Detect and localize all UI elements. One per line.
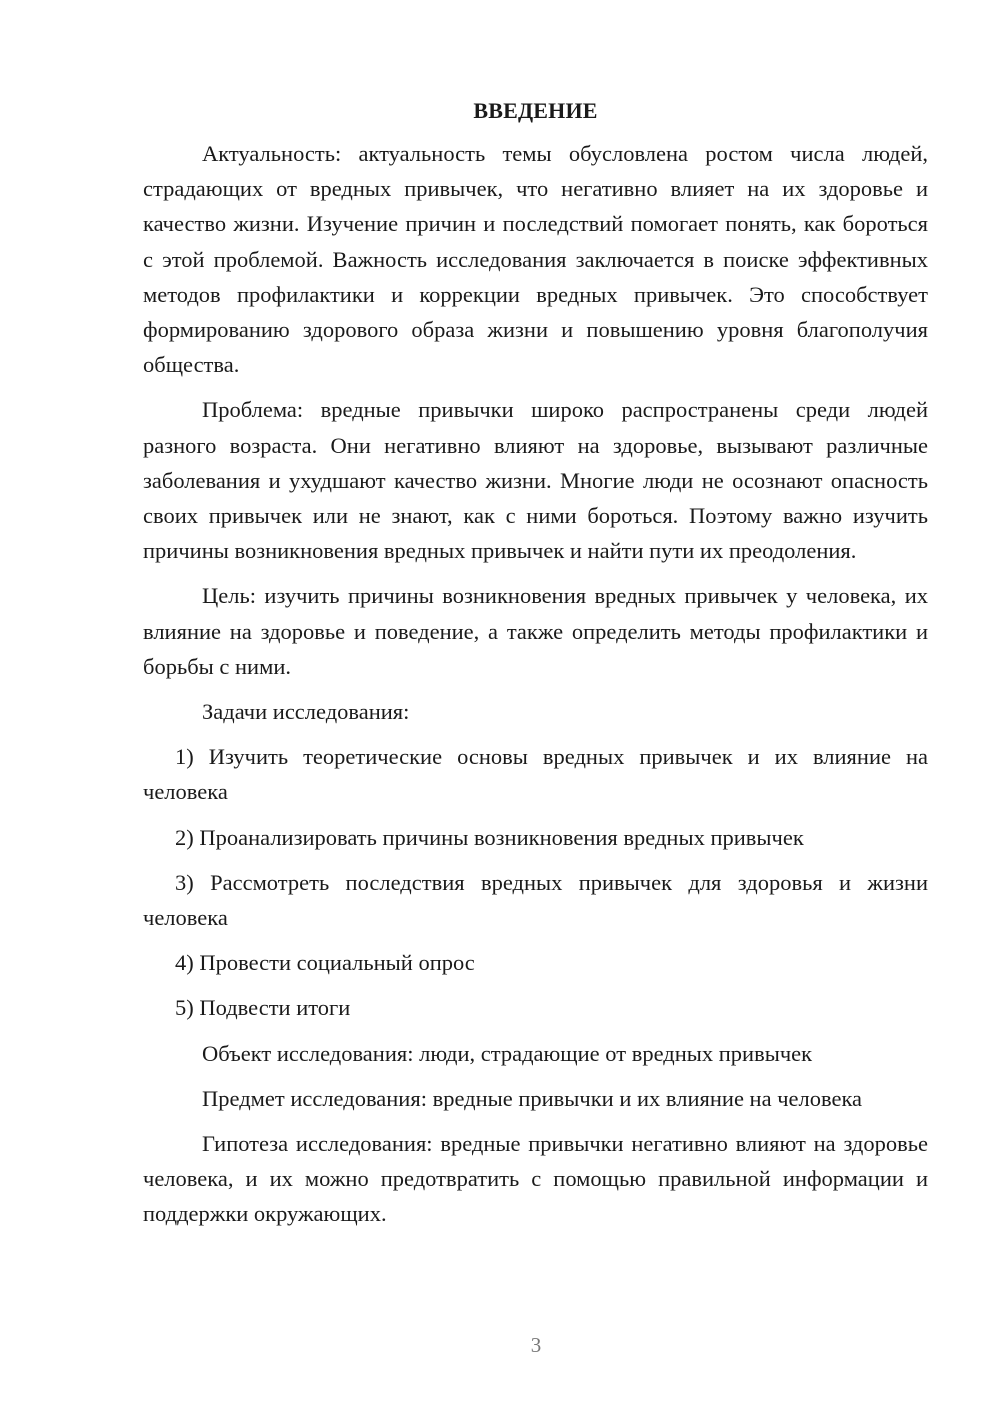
page-number: 3 [530, 1333, 542, 1357]
paragraph-object: Объект исследования: люди, страдающие от вредных привычек [202, 1040, 813, 1066]
paragraph-problem: Проблема: вредные привычки широко распространены среди людей разного возраста. Они негативно влияют на здоровье, вызывают различные заболевания и ухудшают качество жизни. Многие люди не осознают опасность своих привычек или не знают, как с ними бороться. Поэтому важно изучить причины возникновения вредных привычек и найти пути их преодоления. [143, 397, 928, 564]
paragraph-relevance: Актуальность: актуальность темы обусловлена ростом числа людей, страдающих от вредных привычек, что негативно влияет на их здоровье и качество жизни. Изучение причин и последствий помогает понять, как бороться с этой проблемой. Важность исследования заключается в поиске эффективных методов профилактики и коррекции вредных привычек. Это способствует формированию здорового образа жизни и повышению уровня благополучия общества. [143, 141, 928, 378]
task-item-4: 4) Провести социальный опрос [175, 950, 475, 976]
page-content [143, 96, 928, 1242]
paragraph-goal: Цель: изучить причины возникновения вредных привычек у человека, их влияние на здоровье и поведение, а также определить методы профилактики и борьбы с ними. [143, 583, 928, 679]
section-heading: ВВЕДЕНИЕ [473, 98, 598, 123]
task-item-3: 3) Рассмотреть последствия вредных привычек для здоровья и жизни человека [143, 869, 928, 931]
task-item-5: 5) Подвести итоги [175, 995, 351, 1021]
paragraph-hypothesis: Гипотеза исследования: вредные привычки негативно влияют на здоровье человека, и их можно предотвратить с помощью правильной информации и поддержки окружающих. [143, 1131, 928, 1227]
task-item-1: 1) Изучить теоретические основы вредных привычек и их влияние на человека [143, 744, 928, 805]
paragraph-tasks-heading: Задачи исследования: [202, 699, 410, 725]
task-item-2: 2) Проанализировать причины возникновения вредных привычек [175, 824, 804, 850]
paragraph-subject: Предмет исследования: вредные привычки и их влияние на человека [202, 1085, 863, 1111]
